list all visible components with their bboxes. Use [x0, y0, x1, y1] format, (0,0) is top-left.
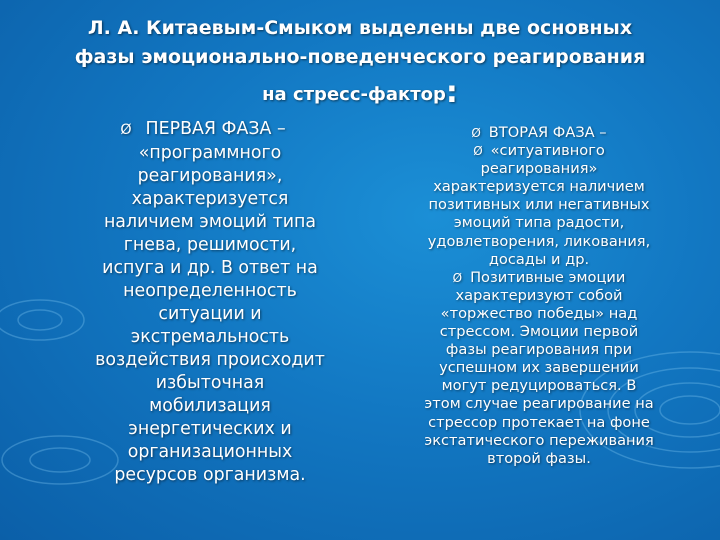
second-phase-line: второй фазы. [487, 449, 591, 467]
first-phase-line: воздействия происходит [95, 350, 325, 370]
arrow-bullet-icon: Ø [120, 122, 132, 138]
second-phase-line: фазы реагирования при [445, 341, 633, 359]
first-phase-line: «программного [138, 143, 282, 163]
second-phase-line: могут редуцироваться. В [441, 377, 637, 395]
title-line-3 [20, 75, 700, 110]
first-phase-heading: ПЕРВАЯ ФАЗА – [145, 119, 286, 139]
arrow-bullet-icon: Ø [452, 270, 463, 285]
second-phase-heading: ВТОРАЯ ФАЗА – [488, 124, 607, 141]
second-phase-line: удовлетворения, ликования, [427, 232, 651, 250]
second-phase-heading-line [398, 124, 680, 142]
first-phase-line: характеризуется [131, 189, 289, 209]
second-phase-line: стрессор протекает на фоне [428, 413, 650, 431]
first-phase-line: ситуации и [158, 304, 262, 324]
second-phase-line: реагирования» [480, 160, 598, 178]
second-phase-line: экстатического переживания [424, 431, 654, 449]
second-phase-line: этом случае реагирование на [424, 395, 654, 413]
arrow-bullet-icon: Ø [473, 144, 483, 159]
first-phase-line: испуга и др. В ответ на [102, 258, 318, 278]
second-phase-line: досады и др. [488, 250, 590, 268]
first-phase-column [62, 118, 358, 487]
second-phase-line: эмоций типа радости, [453, 214, 625, 232]
first-phase-line: мобилизация [149, 396, 271, 416]
slide-title [20, 14, 700, 109]
first-phase-line: энергетических и [128, 419, 292, 439]
title-colon: : [445, 75, 458, 110]
second-phase-line: «торжество победы» над [440, 304, 638, 322]
title-line-1: Л. А. Китаевым-Смыком выделены две основных [87, 17, 633, 39]
second-phase-subbullet-line [398, 142, 680, 160]
positive-emotions-bullet: Позитивные эмоции [470, 268, 626, 286]
first-phase-line: реагирования», [137, 166, 283, 186]
positive-emotions-bullet-line [398, 269, 680, 287]
first-phase-line: экстремальность [130, 327, 290, 347]
second-phase-line: характеризуется наличием [433, 178, 645, 196]
arrow-bullet-icon: Ø [471, 126, 481, 140]
first-phase-line: неопределенность [123, 281, 297, 301]
second-phase-column [398, 124, 680, 468]
first-phase-line: наличием эмоций типа [103, 212, 317, 232]
second-phase-line: стрессом. Эмоции первой [439, 323, 639, 341]
title-line-3-text: на стресс-фактор [262, 84, 446, 105]
title-line-2: фазы эмоционально-поведенческого реагирования [74, 46, 646, 68]
first-phase-line: организационных [127, 442, 293, 462]
first-phase-line: гнева, решимости, [123, 235, 297, 255]
second-phase-subbullet: «ситуативного [490, 142, 605, 160]
second-phase-line: характеризуют собой [455, 286, 623, 304]
first-phase-line: ресурсов организма. [114, 465, 306, 485]
first-phase-line: избыточная [155, 373, 265, 393]
second-phase-line: позитивных или негативных [428, 196, 650, 214]
first-phase-heading-line [62, 118, 358, 142]
second-phase-line: успешном их завершении [439, 359, 639, 377]
